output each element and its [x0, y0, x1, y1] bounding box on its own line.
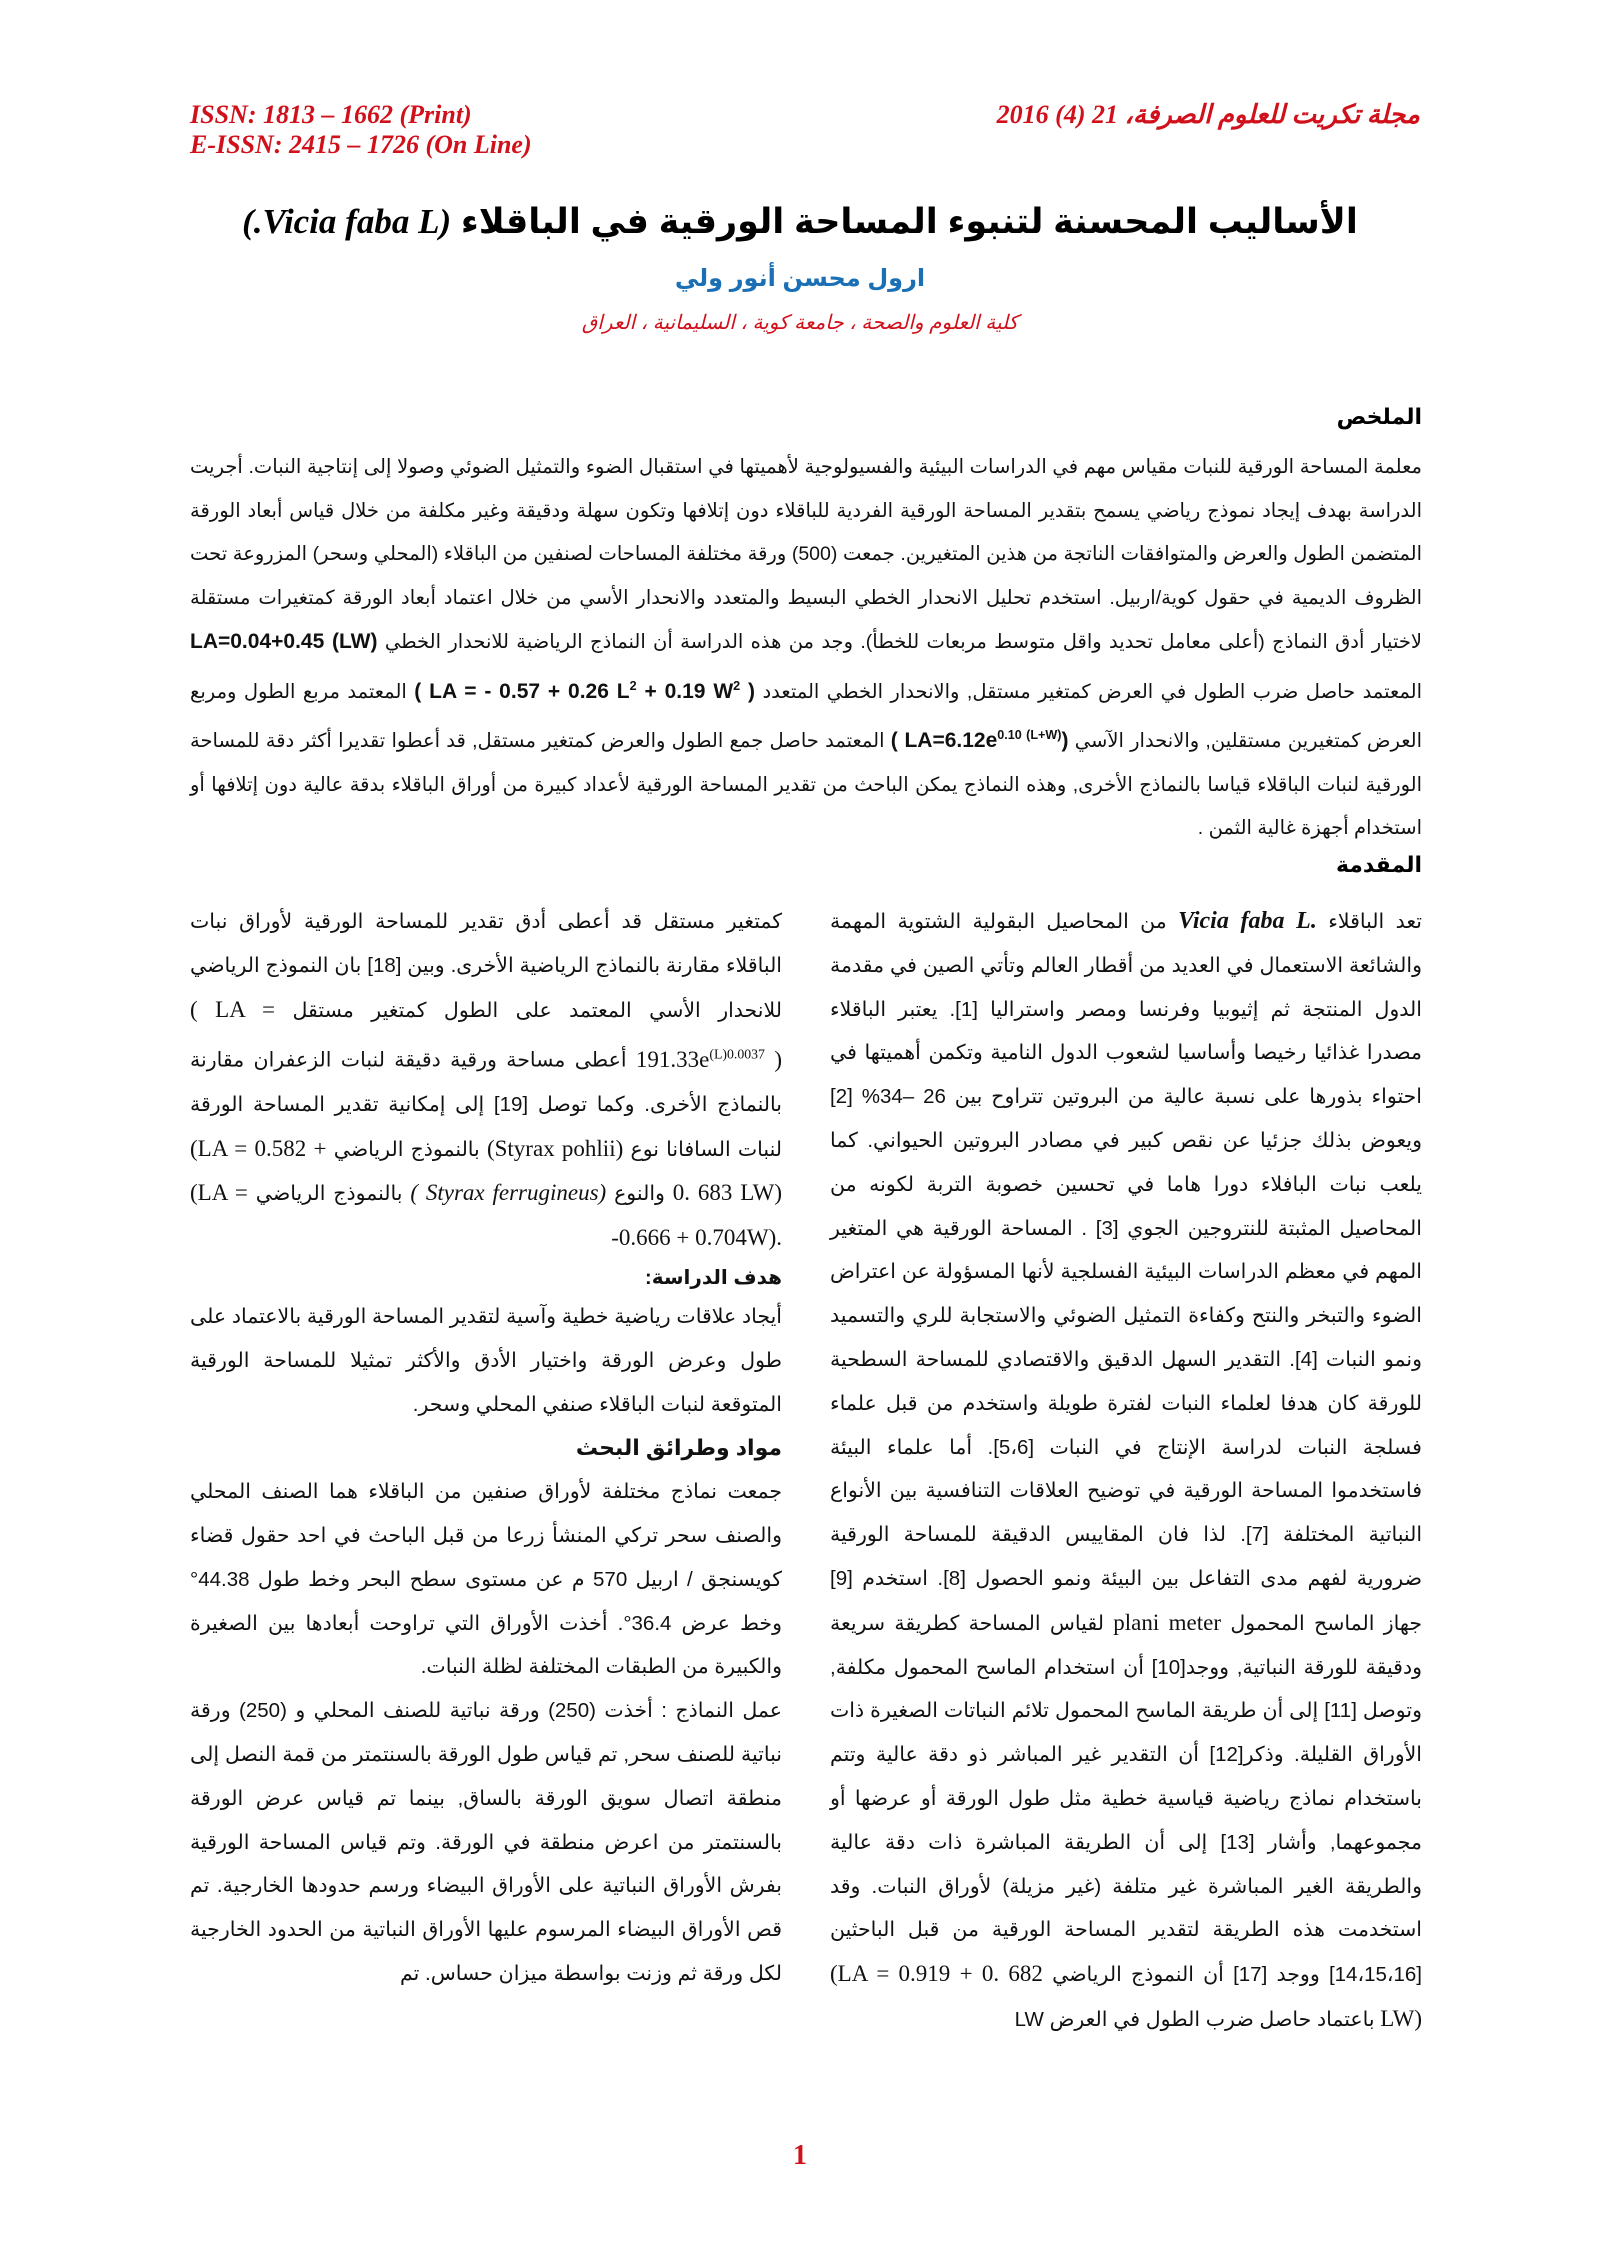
author-affiliation: كلية العلوم والصحة ، جامعة كوية ، السليمانية ، العراق: [581, 312, 1019, 334]
page-number: 1: [793, 2140, 807, 2171]
equation-ref-19a: (LA = 0.582 + 0. 683 LW): [190, 1135, 782, 1206]
right-column: [830, 900, 1422, 2042]
introduction-paragraph: تعد الباقلاء Vicia faba L. من المحاصيل البقولية الشتوية المهمة والشائعة الاستعمال في العديد من أقطار العالم وتأتي الصين في مقدمة الدول المنتجة ثم إثيوبيا وفرنسا ومصر واستراليا [1]. يعتبر الباقلاء مصدرا غذائيا رخيصا وأساسيا لشعوب الدول النامية وتكمن أهميتها في احتواء بذورها على نسبة عالية من البروتين تتراوح بين 26 –34% [2] ويعوض بذلك جزئيا عن نقص كبير في مصادر البروتين الحيواني. كما يلعب نبات البافلاء دورا هاما في تحسين خصوبة التربة لكونه من المحاصيل المثبتة للنتروجين الجوي [3] . المساحة الورقية هي المتغير المهم في معظم الدراسات البيئية الفسلجية لأنها المسؤولة عن اعتراض الضوء والتبخر والنتح وكفاءة التمثيل الضوئي والاستجابة للري والتسميد ونمو النبات [4]. التقدير السهل الدقيق والاقتصادي للمساحة السطحية للورقة كان هدفا لعلماء النبات لفترة طويلة واستخدم من قبل علماء فسلجة النبات لدراسة الإنتاج في النبات [5،6]. أما علماء البيئة فاستخدموا المساحة الورقية في توضيح العلاقات التنافسية بين الأنواع النباتية المختلفة [7]. لذا فان المقاييس الدقيقة للمساحة الورقية ضرورية لفهم مدى التفاعل بين البيئة ونمو الحصول [8]. استخدم [9] جهاز الماسح المحمول plani meter لقياس المساحة كطريقة سريعة ودقيقة للورقة النباتية, ووجد[10] أن استخدام الماسح المحمول مكلفة, وتوصل [11] إلى أن طريقة الماسح المحمول تلائم النباتات الصغيرة ذات الأوراق القليلة. وذكر[12] أن التقدير غير المباشر ذو دقة عالية وتتم باستخدام نماذج رياضية قياسية خطية مثل طول الورقة أو عرضها أو مجموعهما, وأشار [13] إلى أن الطريقة المباشرة ذات دقة عالية والطريقة الغير المباشرة غير متلفة (غير مزيلة) لأوراق النبات. وقد استخدمت هذه الطريقة لتقدير المساحة الورقية من قبل الباحثين [14،15،16] ووجد [17] أن النموذج الرياضي (LA = 0.919 + 0. 682 LW) باعتماد حاصل ضرب الطول في العرض LW: [830, 908, 1423, 2031]
paper-title: [0, 200, 1600, 244]
equation-ref-19b: (LA = -0.666 + 0.704W).: [190, 1180, 782, 1251]
species-styrax-ferrugineus: ( Styrax ferrugineus): [410, 1180, 607, 1206]
abstract-heading: الملخص: [1336, 404, 1422, 429]
title-arabic: الأساليب المحسنة لتنبوء المساحة الورقية في الباقلاء: [460, 202, 1358, 241]
abstract-paragraph: معلمة المساحة الورقية للنبات مقياس مهم في الدراسات البيئية والفسيولوجية لأهميتها في استقبال الضوء والتمثيل الضوئي وصولا إلى إنتاجية النبات. أجريت الدراسة بهدف إيجاد نموذج رياضي يسمح بتقدير المساحة الورقية الفردية للباقلاء دون إتلافها وتكون سهلة ودقيقة وغير مكلفة من خلال قياس أبعاد الورقة المتضمن الطول والعرض والمتوافقات الناتجة من هذين المتغيرين. جمعت (500) ورقة مختلفة المساحات لصنفين من الباقلاء (المحلي وسحر) المزروعة تحت الظروف الديمية في حقول كوية/اربيل. استخدم تحليل الانحدار الخطي البسيط والمتعدد والانحدار الأسي من خلال اعتماد أبعاد الورقة كمتغيرات مستقلة لاختيار أدق النماذج (أعلى معامل تحديد واقل متوسط مربعات للخطأ). وجد من هذه الدراسة أن النماذج الرياضية للانحدار الخطي LA=0.04+0.45 (LW) المعتمد حاصل ضرب الطول في العرض كمتغير مستقل, والانحدار الخطي المتعدد ( LA = - 0.57 + 0.26 $L^2 + 0.19$ $W^2$ ) المعتمد مربع الطول ومربع العرض كمتغيرين مستقلين, والانحدار الآسي ( $LA=6.12e^{0.10 (L+W)}$) المعتمد حاصل جمع الطول والعرض كمتغير مستقل, قد أعطوا تقديرا أكثر دقة للمساحة الورقية لنبات الباقلاء قياسا بالنماذج الأخرى, وهذه النماذج يمكن الباحث من تقدير المساحة الورقية لأعداد كبيرة من أوراق الباقلاء بدقة عالية دون إتلافها أو استخدام أجهزة غالية الثمن .: [190, 456, 1423, 839]
species-styrax-pohlii: (Styrax pohlii): [486, 1135, 624, 1161]
equation-exponential: ( $LA=6.12e^{0.10 (L+W)}$): [890, 728, 1069, 752]
methods-heading: مواد وطرائق البحث: [575, 1435, 782, 1461]
abstract-body: [190, 446, 1422, 851]
aim-paragraph: أيجاد علاقات رياضية خطية وآسية لتقدير المساحة الورقية بالاعتماد على طول وعرض الورقة واختيار الأدق والأكثر تمثيلا للمساحة الورقية المتوقعة لنبات الباقلاء صنفي المحلي وسحر.: [190, 1305, 782, 1416]
introduction-heading: المقدمة: [1335, 852, 1422, 877]
species-name: Vicia faba L.: [1178, 908, 1317, 934]
literature-paragraph: كمتغير مستقل قد أعطى أدق تقدير للمساحة الورقية لأوراق نبات الباقلاء مقارنة بالنماذج الرياضية الأخرى. وبين [18] بان النموذج الرياضي للانحدار الأسي المعتمد على الطول كمتغير مستقل ( LA = $191.33e^{(L)0.0037}$ ) أعطى مساحة ورقية دقيقة لنبات الزعفران مقارنة بالنماذج الأخرى. وكما توصل [19] إلى إمكانية تقدير المساحة الورقة لنبات السافانا نوع (Styrax pohlii) بالنموذج الرياضي (LA = 0.582 + 0. 683 LW) والنوع ( Styrax ferrugineus) بالنموذج الرياضي (LA = -0.666 + 0.704W).: [190, 910, 783, 1251]
methods-paragraph-2: عمل النماذج : أخذت (250) ورقة نباتية للصنف المحلي و (250) ورقة نباتية للصنف سحر, تم قياس طول الورقة بالسنتمتر من قمة النصل إلى منطقة اتصال سويق الورقة بالساق, بينما تم قياس عرض الورقة بالسنتمتر من اعرض منطقة في الورقة. وتم قياس المساحة الورقية بفرش الأوراق النباتية على الأوراق البيضاء ورسم حدودها الخارجية. تم قص الأوراق البيضاء المرسوم عليها الأوراق النباتية من الحدود الخارجية لكل ورقة ثم وزنت بواسطة ميزان حساس. تم: [190, 1699, 782, 1985]
issn-block: [190, 100, 532, 160]
planimeter-term: plani meter: [1113, 1609, 1221, 1635]
issn-print: ISSN: 1813 – 1662 (Print): [190, 100, 472, 129]
author-name: ارول محسن أنور ولي: [674, 265, 926, 292]
equation-ref-17: (LA = 0.919 + 0. 682 LW): [830, 1961, 1422, 2031]
left-column: [190, 900, 782, 1996]
aim-heading: هدف الدراسة:: [645, 1267, 782, 1290]
equation-linear: LA=0.04+0.45 (LW): [190, 630, 378, 653]
journal-citation: مجلة تكريت للعلوم الصرفة، 21 (4) 2016: [996, 100, 1420, 129]
title-latin: (Vicia faba L.): [242, 202, 452, 241]
methods-paragraph-1: جمعت نماذج مختلفة لأوراق صنفين من الباقلاء هما الصنف المحلي والصنف سحر تركي المنشأ زرعا من قبل الباحث في احد حقول قضاء كويسنجق / اربيل 570 م عن مستوى سطح البحر وخط طول 44.38° وخط عرض 36.4°. أخذت الأوراق التي تراوحت أبعادها بين الصغيرة والكبيرة من الطبقات المختلفة لظلة النبات.: [190, 1480, 783, 1679]
issn-online: E-ISSN: 2415 – 1726 (On Line): [190, 130, 532, 159]
equation-ref-18: ( LA = $191.33e^{(L)0.0037}$ ): [190, 996, 782, 1073]
equation-multiple: ( LA = - 0.57 + 0.26 $L^2 + 0.19$ $W^2$ ): [414, 678, 756, 703]
